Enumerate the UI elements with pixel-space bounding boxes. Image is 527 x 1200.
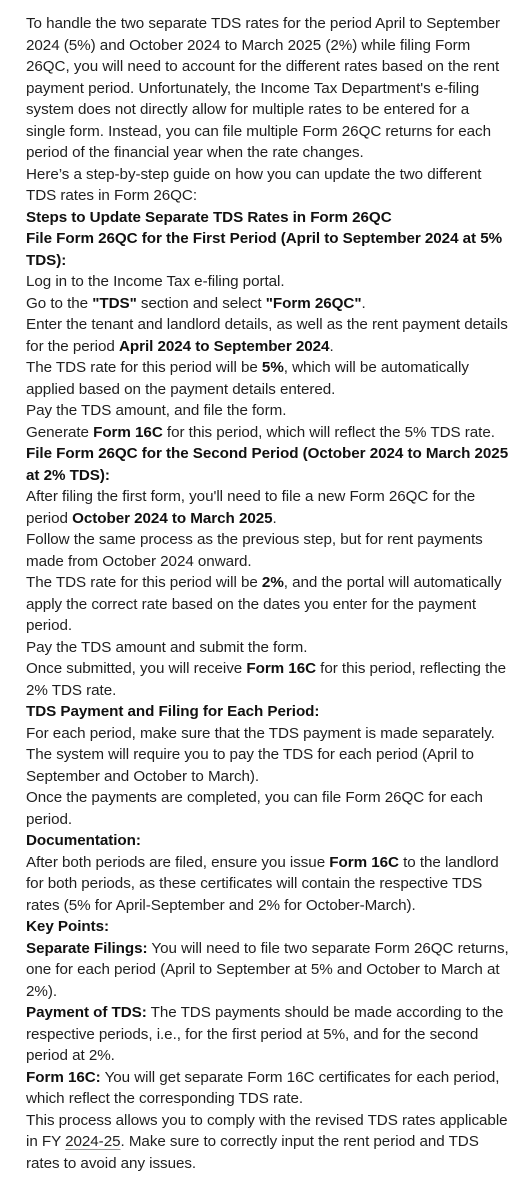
second-period-step-4: Pay the TDS amount and submit the form.	[26, 638, 308, 656]
first-period-step-4: The TDS rate for this period will be 5%, which will be automatically applied based on the payment details entered.	[26, 359, 469, 398]
first-period-step-2: Go to the "TDS" section and select "Form 26QC".	[26, 294, 366, 312]
payment-filing-step-2: Once the payments are completed, you can file Form 26QC for each period.	[26, 789, 483, 828]
key-points-heading: Key Points:	[26, 918, 109, 935]
second-period-step-5: Once submitted, you will receive Form 16C for this period, reflecting the 2% TDS rate.	[26, 660, 507, 699]
second-period-heading: File Form 26QC for the Second Period (October 2024 to March 2025 at 2% TDS):	[26, 445, 509, 484]
key-point-separate-filings: Separate Filings: You will need to file two separate Form 26QC returns, one for each period (April to September at 5% and October to March at 2%).	[26, 939, 509, 1000]
first-period-step-6: Generate Form 16C for this period, which will reflect the 5% TDS rate.	[26, 423, 495, 441]
documentation-step-1: After both periods are filed, ensure you issue Form 16C to the landlord for both periods, as these certificates will contain the respective TDS rates (5% for April-September and 2% for October-March).	[26, 853, 499, 914]
intro-paragraph: To handle the two separate TDS rates for the period April to September 2024 (5%) and October 2024 to March 2025 (2%) while filing Form 26QC, you will need to account for the different rates based on the rent payment period. Unfortunately, the Income Tax Department's e-filing system does not directly allow for multiple rates to be entered for a single form. Instead, you can file multiple Form 26QC returns for each period of the financial year when the rate changes.	[26, 15, 501, 161]
fy-link[interactable]: 2024-25	[65, 1133, 121, 1150]
key-point-payment-of-tds: Payment of TDS: The TDS payments should be made according to the respective periods, i.e., for the first period at 5%, and for the second period at 2%.	[26, 1004, 504, 1064]
first-period-step-1: Log in to the Income Tax e-filing portal.	[26, 273, 285, 290]
second-period-step-1: After filing the first form, you'll need to file a new Form 26QC for the period October 2024 to March 2025.	[26, 488, 476, 527]
key-point-form-16c: Form 16C: You will get separate Form 16C certificates for each period, which reflect the corresponding TDS rate.	[26, 1068, 500, 1107]
second-period-step-2: Follow the same process as the previous step, but for rent payments made from October 2024 onward.	[26, 531, 483, 570]
second-period-step-3: The TDS rate for this period will be 2%, and the portal will automatically apply the correct rate based on the dates you enter for the payment period.	[26, 574, 502, 634]
intro-guide-paragraph: Here’s a step-by-step guide on how you can update the two different TDS rates in Form 26QC:	[26, 165, 482, 204]
documentation-heading: Documentation:	[26, 832, 141, 849]
steps-heading: Steps to Update Separate TDS Rates in Form 26QC	[26, 208, 392, 226]
payment-filing-step-1: For each period, make sure that the TDS payment is made separately. The system will require you to pay the TDS for each period (April to September and October to March).	[26, 724, 495, 785]
first-period-step-5: Pay the TDS amount, and file the form.	[26, 402, 287, 419]
closing-paragraph: This process allows you to comply with the revised TDS rates applicable in FY 2024-25. Make sure to correctly input the rent period and TDS rates to avoid any issues.	[26, 1111, 508, 1172]
payment-filing-heading: TDS Payment and Filing for Each Period:	[26, 703, 320, 720]
first-period-heading: File Form 26QC for the First Period (April to September 2024 at 5% TDS):	[26, 230, 503, 269]
first-period-step-3: Enter the tenant and landlord details, as well as the rent payment details for the period April 2024 to September 2024.	[26, 316, 508, 355]
